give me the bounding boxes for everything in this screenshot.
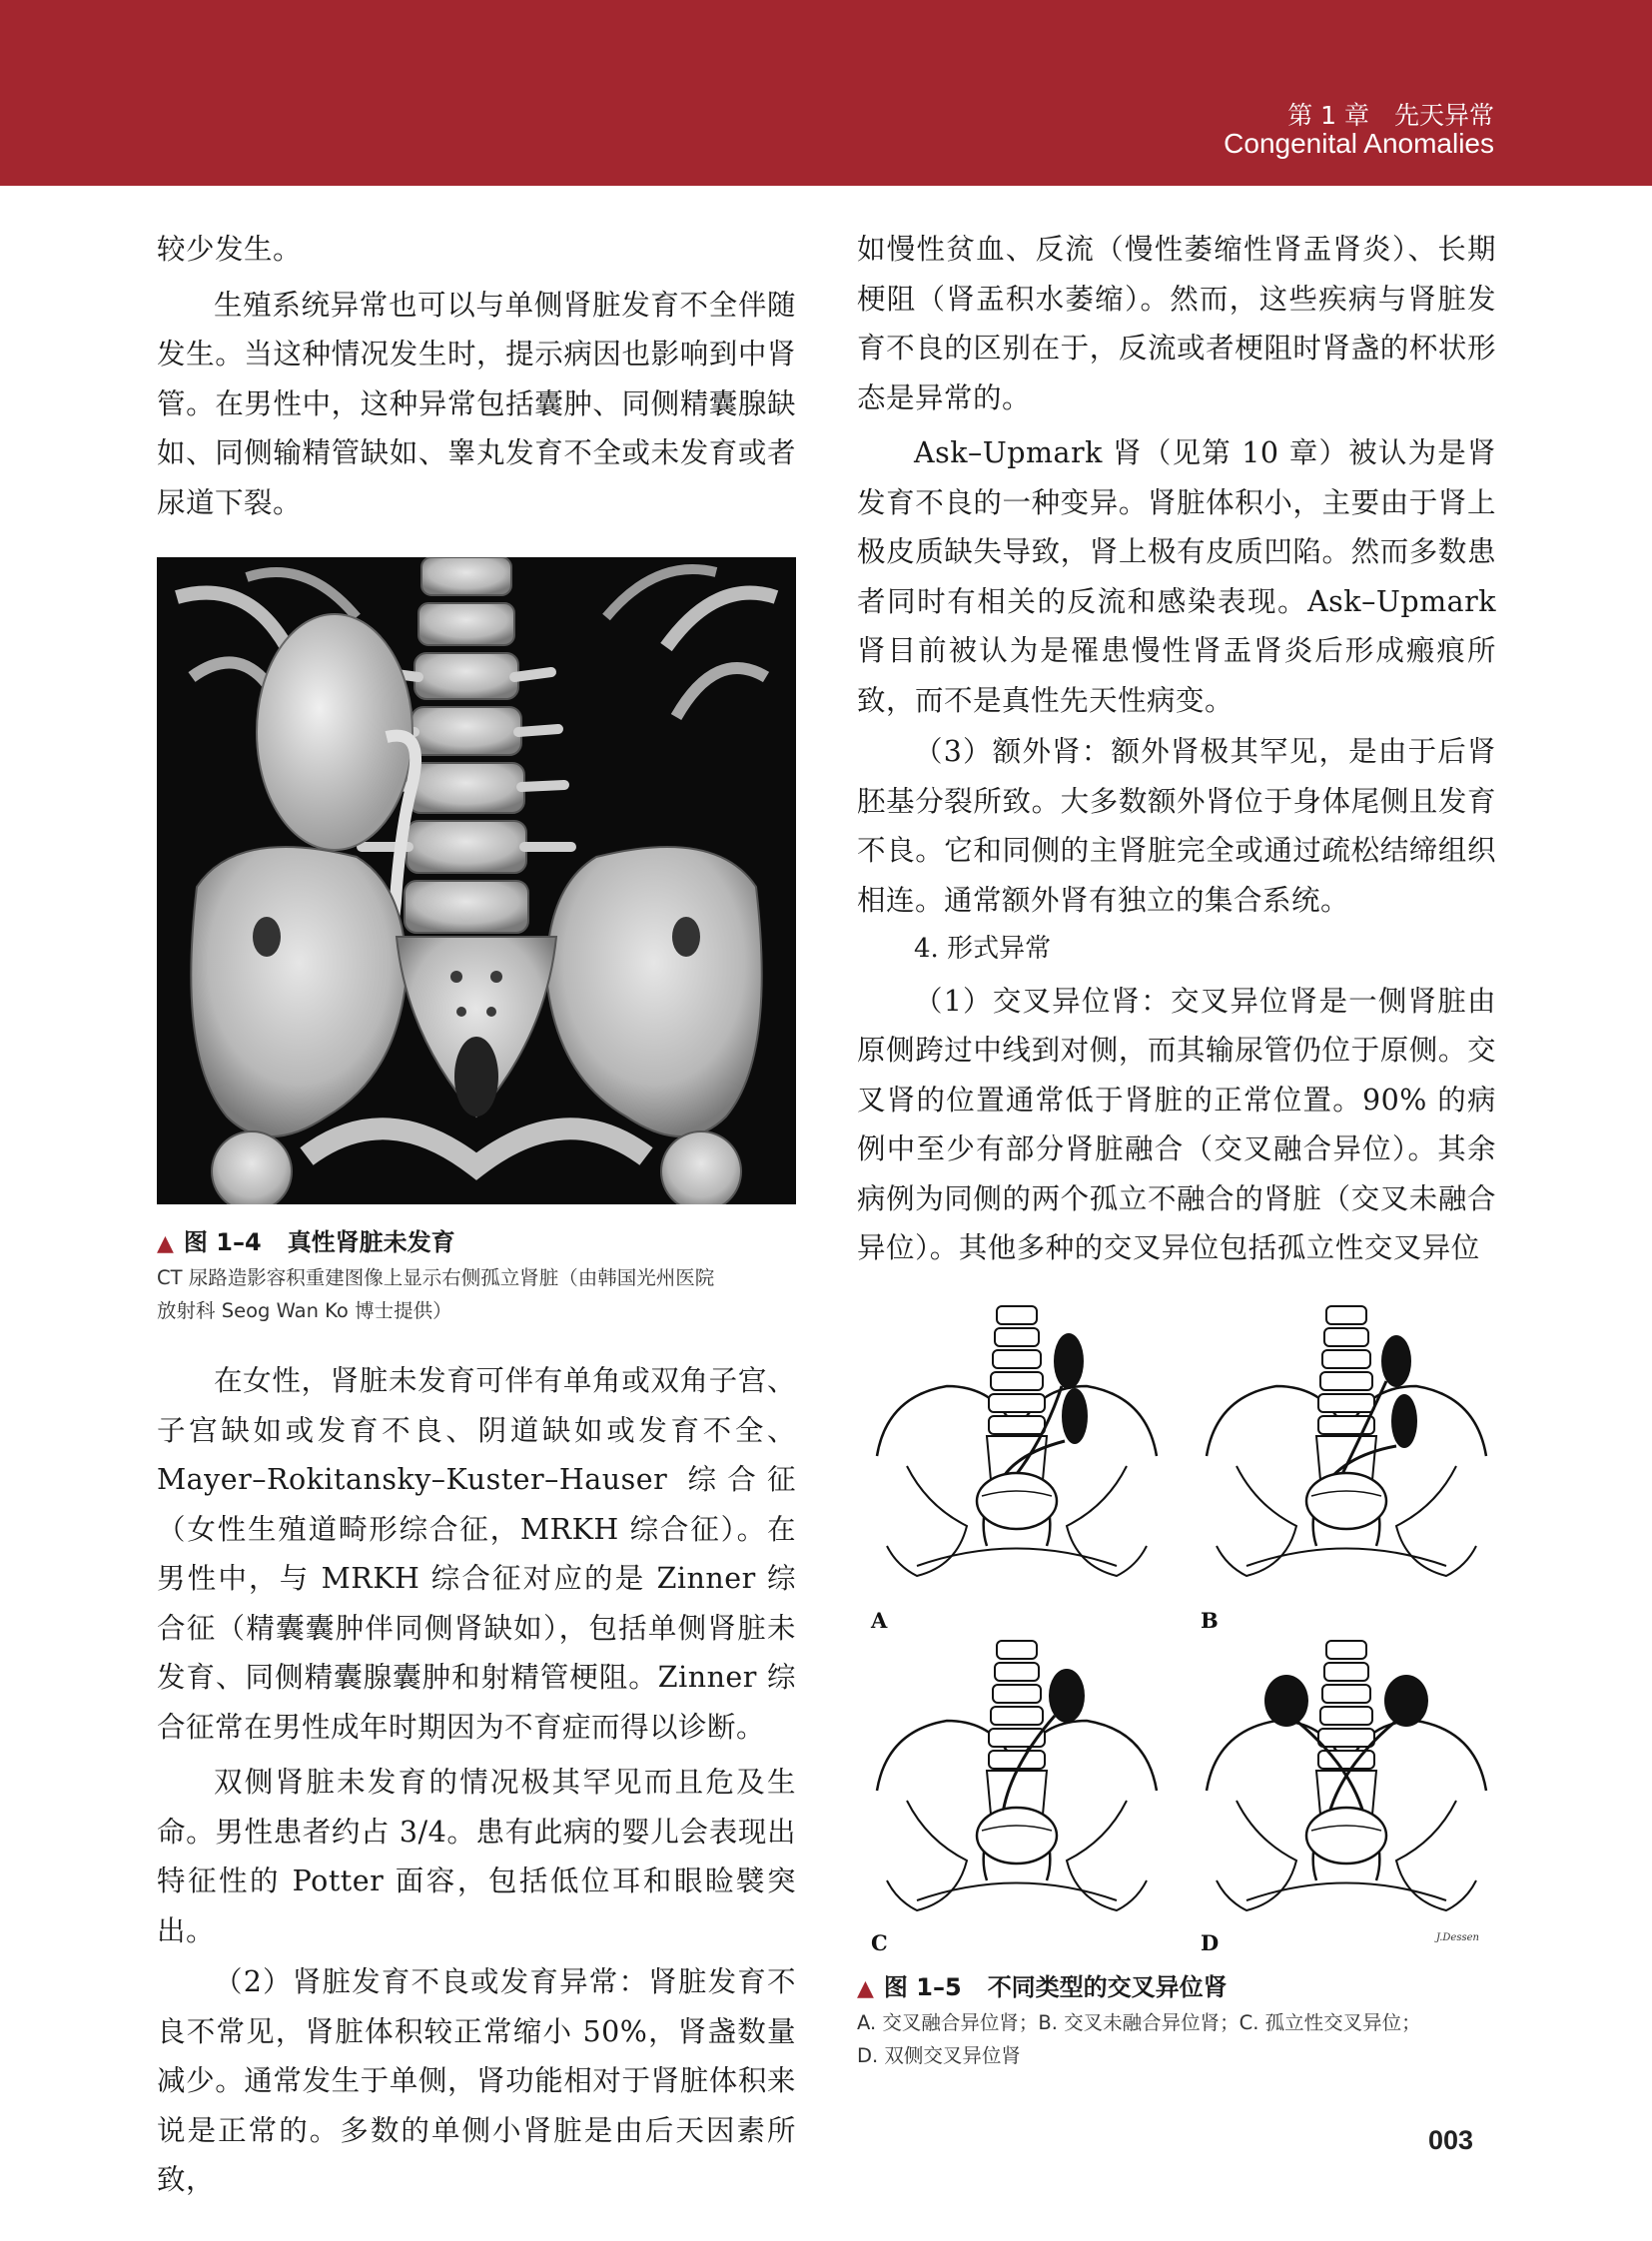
section-heading-form-anomalies: 4. 形式异常 [914, 934, 1052, 964]
panel-c-solitary-crossed-ectopia [871, 1641, 1157, 1955]
panel-b-unfused-crossed-ectopia [1201, 1306, 1486, 1633]
ct-urography-image [157, 557, 796, 1204]
chapter-header-band [0, 0, 1652, 186]
right-column [857, 225, 1496, 1273]
triangle-marker-icon: ▲ [857, 1976, 874, 2001]
figure-1-5-caption [857, 2006, 1496, 2072]
figure-1-4-number: 图 1–4 [183, 1228, 262, 1256]
figure-1-5-caption-line-1: A. 交叉融合异位肾；B. 交叉未融合异位肾；C. 孤立性交叉异位； [857, 2011, 1421, 2034]
right-paragraph-3: （3）额外肾：额外肾极其罕见，是由于后肾胚基分裂所致。大多数额外肾位于身体尾侧且发育不良。它和同侧的主肾脏完全或通过疏松结缔组织相连。通常额外肾有独立的集合系统。 [857, 735, 1496, 917]
figure-1-5-title-text: 不同类型的交叉异位肾 [987, 1973, 1228, 2001]
panel-label-b: B [1201, 1608, 1219, 1633]
left-paragraph-5: （2）肾脏发育不良或发育异常：肾脏发育不良不常见，肾脏体积较正常缩小 50%，肾盏数量减少。通常发生于单侧，肾功能相对于肾脏体积来说是正常的。多数的单侧小肾脏是由后天因素所致， [157, 1965, 796, 2196]
left-paragraph-3: 在女性，肾脏未发育可伴有单角或双角子宫、子宫缺如或发育不良、阴道缺如或发育不全、Mayer–Rokitansky–Kuster–Hauser 综合征（女性生殖道畸形综合征，MRKH 综合征）。在男性中，与 MRKH 综合征对应的是 Zinner 综合征（精囊囊肿伴同侧肾缺如），包括单侧肾脏未发育、同侧精囊腺囊肿和射精管梗阻。Zinner 综合征常在男性成年时期因为不育症而得以诊断。 [157, 1364, 796, 1744]
figure-1-4-caption-line-1: CT 尿路造影容积重建图像上显示右侧孤立肾脏（由韩国光州医院 [157, 1266, 715, 1289]
panel-d-bilateral-crossed-ectopia [1201, 1641, 1486, 1955]
figure-1-4-caption [157, 1261, 796, 1327]
figure-1-5-title [857, 1967, 1496, 2002]
figure-1-4-title [157, 1222, 796, 1257]
right-paragraph-2: Ask–Upmark 肾（见第 10 章）被认为是肾发育不良的一种变异。肾脏体积小，主要由于肾上极皮质缺失导致，肾上极有皮质凹陷。然而多数患者同时有相关的反流和感染表现。Ask–Upmark 肾目前被认为是罹患慢性肾盂肾炎后形成瘢痕所致，而不是真性先天性病变。 [857, 436, 1496, 717]
figure-1-5-number: 图 1–5 [883, 1973, 962, 2001]
left-paragraph-1: 较少发生。 [157, 233, 303, 266]
triangle-marker-icon: ▲ [157, 1231, 174, 1256]
artist-signature: J.Dessen [1436, 1932, 1479, 1943]
figure-1-4 [157, 557, 796, 1327]
figure-1-4-caption-line-2: 放射科 Seog Wan Ko 博士提供） [157, 1299, 452, 1322]
right-paragraph-1: 如慢性贫血、反流（慢性萎缩性肾盂肾炎）、长期梗阻（肾盂积水萎缩）。然而，这些疾病与肾脏发育不良的区别在于，反流或者梗阻时肾盏的杯状形态是异常的。 [857, 233, 1496, 414]
panel-a-fused-crossed-ectopia [870, 1306, 1157, 1633]
right-paragraph-4: （1）交叉异位肾：交叉异位肾是一侧肾脏由原侧跨过中线到对侧，而其输尿管仍位于原侧。交叉肾的位置通常低于肾脏的正常位置。90% 的病例中至少有部分肾脏融合（交叉融合异位）。其余病例为同侧的两个孤立不融合的肾脏（交叉未融合异位）。其他多种的交叉异位包括孤立性交叉异位 [857, 984, 1496, 1264]
left-column-top [157, 225, 796, 527]
crossed-ectopia-illustration [857, 1296, 1496, 1955]
chapter-title-english: Congenital Anomalies [1224, 128, 1494, 159]
figure-1-4-title-text: 真性肾脏未发育 [287, 1228, 455, 1256]
panel-label-d: D [1201, 1930, 1220, 1955]
left-column-bottom [157, 1356, 796, 2205]
left-paragraph-2: 生殖系统异常也可以与单侧肾脏发育不全伴随发生。当这种情况发生时，提示病因也影响到中肾管。在男性中，这种异常包括囊肿、同侧精囊腺缺如、同侧输精管缺如、睾丸发育不全或未发育或者尿道下裂。 [157, 288, 796, 519]
page-number: 003 [1428, 2125, 1474, 2155]
chapter-title: 第 1 章 先天异常 [1287, 101, 1494, 130]
figure-1-5-caption-line-2: D. 双侧交叉异位肾 [857, 2044, 1021, 2067]
panel-label-a: A [871, 1608, 888, 1633]
left-paragraph-4: 双侧肾脏未发育的情况极其罕见而且危及生命。男性患者约占 3/4。患有此病的婴儿会表现出特征性的 Potter 面容，包括低位耳和眼睑襞突出。 [157, 1766, 796, 1947]
panel-label-c: C [871, 1930, 888, 1955]
figure-1-5 [857, 1296, 1496, 2072]
